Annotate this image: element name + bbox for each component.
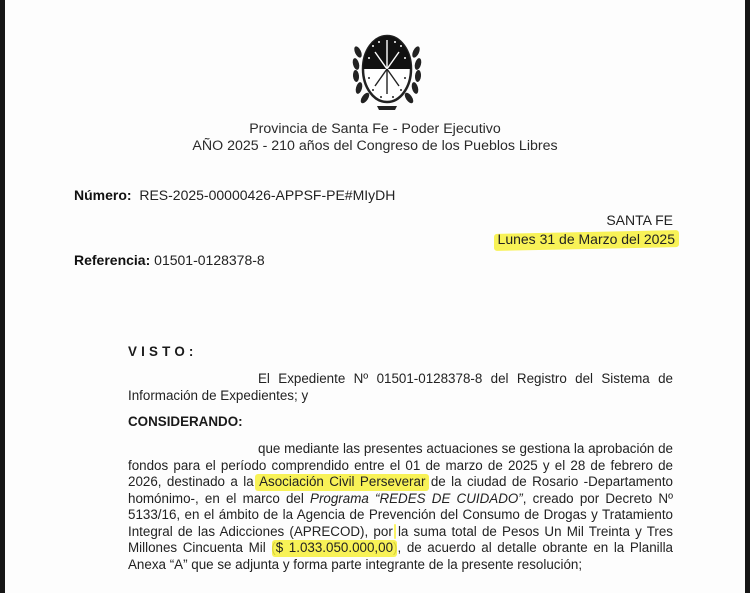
referencia-value: 01501-0128378-8 bbox=[154, 252, 265, 268]
considerando-text-c3: la suma total de Pesos Un Mil Treinta y Tres Millones Cincuenta Mil ( bbox=[128, 523, 673, 555]
document-page bbox=[5, 0, 745, 593]
numero-label: Número: bbox=[74, 187, 132, 203]
numero-field bbox=[74, 187, 395, 203]
date-highlighted: Lunes 31 de Marzo del 2025 bbox=[497, 231, 675, 247]
header-line-province: Provincia de Santa Fe - Poder Ejecutivo bbox=[249, 121, 501, 137]
considerando-text-a: que mediante las presentes actuaciones se gestiona la aprobación de fondos para el período comprendido entre el 01 de marzo de 2025 y el 28 de febrero de 2026, destinado a la bbox=[128, 441, 673, 489]
considerando-text-d: ), de acuerdo al detalle obrante en la Planilla Anexa “A” que se adjunta y forma parte integrante de la presente resolución; bbox=[128, 540, 674, 572]
santa-fe-coat-of-arms-icon bbox=[351, 22, 423, 114]
organization-highlighted: Asociación Civil Perseverar bbox=[259, 474, 426, 489]
referencia-label: Referencia: bbox=[74, 252, 151, 268]
header-line-year: AÑO 2025 - 210 años del Congreso de los Pueblos Libres bbox=[192, 138, 558, 154]
visto-heading: VISTO: bbox=[128, 344, 198, 359]
amount-highlighted: $ 1.033.050.000,00 bbox=[275, 540, 394, 555]
place-label: SANTA FE bbox=[606, 212, 673, 228]
numero-value: RES-2025-00000426-APPSF-PE#MIyDH bbox=[139, 187, 396, 203]
visto-paragraph: El Expediente Nº 01501-0128378-8 del Registro del Sistema de Información de Expedientes; y bbox=[128, 371, 673, 403]
considerando-text-c: , creado por Decreto Nº 5133/16, en el ámbito de la Agencia de Prevención del Consumo de Drogas y Tratamiento Integral de las Adicciones (APRECOD), po bbox=[128, 490, 673, 539]
highlight-mark: r bbox=[388, 523, 393, 539]
considerando-paragraph bbox=[128, 441, 673, 573]
referencia-field bbox=[74, 252, 265, 268]
considerando-heading: CONSIDERANDO: bbox=[128, 414, 243, 429]
program-name: Programa “REDES DE CUIDADO” bbox=[310, 490, 523, 506]
considerando-text-b: de la ciudad de Rosario -Departamento homónimo-, en el marco del bbox=[128, 474, 673, 506]
date-label bbox=[498, 231, 675, 247]
